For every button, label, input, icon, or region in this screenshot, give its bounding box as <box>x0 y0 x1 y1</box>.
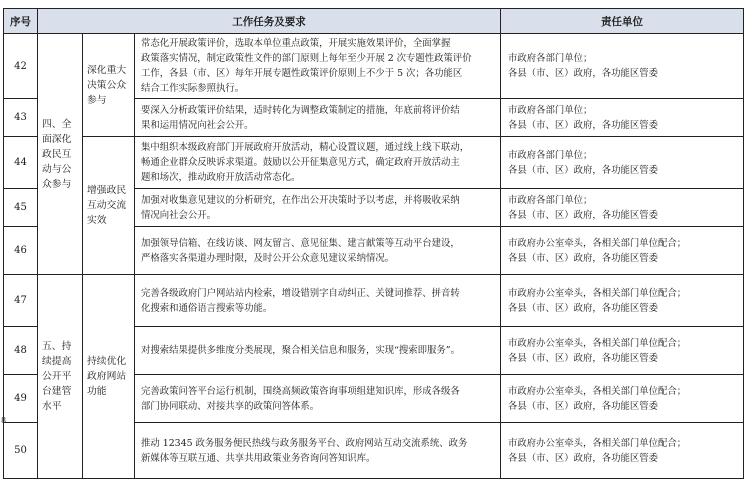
subcategory-cell: 增强政民 互动交流 实效 <box>83 137 135 275</box>
task-cell: 推动 12345 政务服务便民热线与政务服务平台、政府网站互动交流系统、政务 新媒体等互联互通、共享共用政策业务咨询问答知识库。 <box>135 423 501 479</box>
unit-cell: 市政府各部门单位； 各县（市、区）政府，各功能区管委 <box>501 189 744 227</box>
unit-cell: 市政府办公室牵头，各相关部门单位配合； 各县（市、区）政府，各功能区管委 <box>501 227 744 275</box>
task-cell: 常态化开展政策评价，选取本单位重点政策，开展实施效果评价，全面掌握 政策落实情况，制定政策性文件的部门原则上每年至少开展 2 次专题性政策评价 工作，各县（市、区）每年开展专题性政策评价原则上不少于 5 次；各功能区 结合工作实际参照执行。 <box>135 34 501 99</box>
row-number: 45 <box>4 189 38 227</box>
table-row <box>4 275 744 327</box>
unit-cell: 市政府办公室牵头，各相关部门单位配合； 各县（市、区）政府，各功能区管委 <box>501 423 744 479</box>
task-cell: 加强对收集意见建议的分析研究，在作出公开决策时予以考虑，并将吸收采纳 情况向社会公开。 <box>135 189 501 227</box>
row-number: 48 <box>4 327 38 375</box>
task-cell: 加强领导信箱、在线访谈、网友留言、意见征集、建言献策等互动平台建设， 严格落实各渠道办理时限，及时公开公众意见建议采纳情况。 <box>135 227 501 275</box>
table-row <box>4 34 744 99</box>
page-number: 8 <box>1 416 7 425</box>
table-header-row <box>4 9 744 34</box>
category-cell: 四、全 面深化 政民互 动与公 众参与 <box>38 34 83 275</box>
header-task: 工作任务及要求 <box>38 9 501 34</box>
row-number: 43 <box>4 99 38 137</box>
unit-cell: 市政府各部门单位； 各县（市、区）政府，各功能区管委 <box>501 137 744 189</box>
task-cell: 完善各级政府门户网站站内检索，增设错别字自动纠正、关键词推荐、拼音转 化搜索和通俗语言搜索等功能。 <box>135 275 501 327</box>
task-cell: 要深入分析政策评价结果，适时转化为调整政策制定的措施，年底前将评价结 果和运用情况向社会公开。 <box>135 99 501 137</box>
header-no: 序号 <box>4 9 38 34</box>
row-number: 44 <box>4 137 38 189</box>
row-number: 47 <box>4 275 38 327</box>
policy-task-table-page <box>3 8 743 479</box>
row-number: 42 <box>4 34 38 99</box>
unit-cell: 市政府办公室牵头，各相关部门单位配合； 各县（市、区）政府，各功能区管委 <box>501 375 744 423</box>
subcategory-cell: 持续优化 政府网站 功能 <box>83 275 135 479</box>
category-cell: 五、持 续提高 公开平 台建管 水平 <box>38 275 83 479</box>
task-cell: 集中组织本级政府部门开展政府开放活动，精心设置议题，通过线上线下联动， 畅通企业群众反映诉求渠道。鼓励以公开征集意见方式，确定政府开放活动主 题和场次，推动政府开放活动常态化。 <box>135 137 501 189</box>
unit-cell: 市政府办公室牵头，各相关部门单位配合； 各县（市、区）政府，各功能区管委 <box>501 327 744 375</box>
table-row <box>4 137 744 189</box>
policy-task-table <box>3 8 744 479</box>
task-cell: 对搜索结果提供多维度分类展现，聚合相关信息和服务，实现“搜索即服务”。 <box>135 327 501 375</box>
header-unit: 责任单位 <box>501 9 744 34</box>
unit-cell: 市政府各部门单位； 各县（市、区）政府，各功能区管委 <box>501 34 744 99</box>
unit-cell: 市政府办公室牵头，各相关部门单位配合； 各县（市、区）政府，各功能区管委 <box>501 275 744 327</box>
row-number: 50 <box>4 423 38 479</box>
row-number: 46 <box>4 227 38 275</box>
subcategory-cell: 深化重大 决策公众 参与 <box>83 34 135 137</box>
task-cell: 完善政策问答平台运行机制，围绕高频政策咨询事项组建知识库，形成各级各 部门协同联动、对接共享的政策问答体系。 <box>135 375 501 423</box>
unit-cell: 市政府各部门单位； 各县（市、区）政府，各功能区管委 <box>501 99 744 137</box>
row-number: 49 <box>4 375 38 423</box>
